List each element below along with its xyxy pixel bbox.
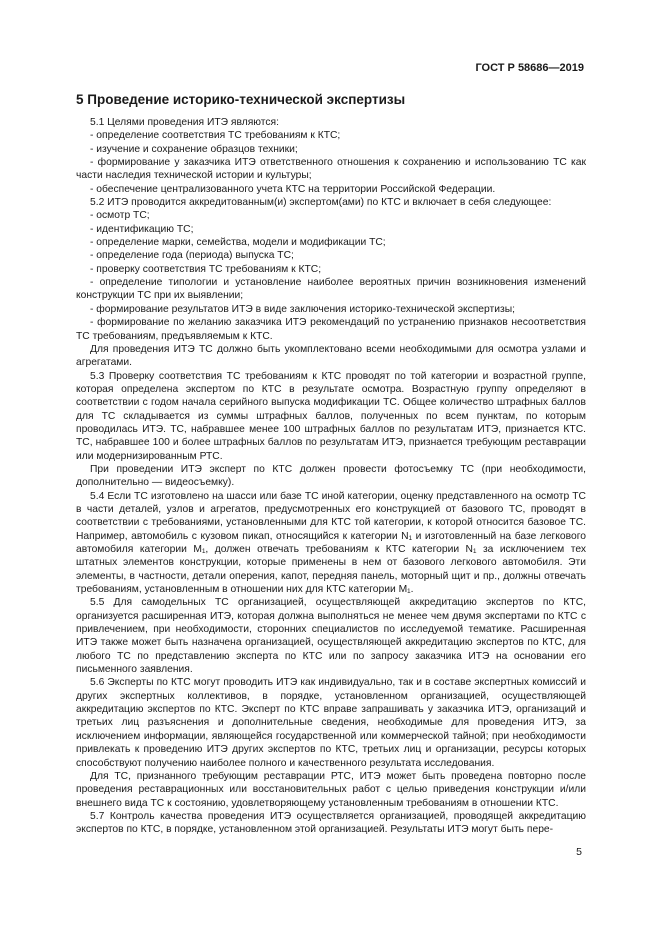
list-item: - определение марки, семейства, модели и модификации ТС;: [90, 237, 386, 249]
paragraph-5-4: 5.4 Если ТС изготовлено на шасси или базе ТС иной категории, оценку представленного на осмотр ТС в части деталей, узлов и агрегатов, предусмотренных его конструкцией от базового ТС, проводят в соответствии с требованиями, установленными для КТС той категории, к которой относится базовое ТС. Например, автомобиль с кузовом пикап, относящийся к категории N₁ и изготовленный на базе легкового автомобиля категории M₁, должен отвечать требованиям к КТС категории N₁ за исключением тех штатных элементов конструкции, которые применены в нем от базового легкового автомобиля. Эти элементы, в частности, детали оперения, капот, передняя панель, моторный щит и пр., должны отвечать требованиям, установленным в отношении них для КТС категории M₁.: [76, 490, 586, 596]
list-item: - идентификацию ТС;: [90, 223, 194, 235]
paragraph: Для ТС, признанного требующим реставрации РТС, ИТЭ может быть проведена повторно после проведения реставрационных или восстановительных работ с целью приведения конструкции и/или внешнего вида ТС к состоянию, удовлетворяющему установленным требованиям в отношении КТС.: [76, 770, 586, 809]
paragraph-5-3: 5.3 Проверку соответствия ТС требованиям к КТС проводят по той категории и возрастной группе, которая определена экспертом по КТС в результате осмотра. Возрастную группу определяют в соответствии с годом начала серийного выпуска модификации ТС. Общее количество штрафных баллов для ТС складывается из суммы штрафных баллов, полученных по всем пунктам, по которым проводилась ИТЭ. ТС, набравшее менее 100 штрафных баллов по результатам ИТЭ, признается КТС. ТС, набравшее 100 и более штрафных баллов по результатам ИТЭ, признается требующим реставрации или модернизированным РТС.: [76, 370, 586, 462]
list-item: - обеспечение централизованного учета КТС на территории Российской Федерации.: [90, 183, 496, 195]
paragraph-5-7: 5.7 Контроль качества проведения ИТЭ осуществляется организацией, проводящей аккредитацию экспертов по КТС, в порядке, установленном этой организацией. Результаты ИТЭ могут быть пере-: [76, 810, 586, 836]
list-item: - определение соответствия ТС требованиям к КТС;: [90, 130, 341, 142]
paragraph-5-6: 5.6 Эксперты по КТС могут проводить ИТЭ как индивидуально, так и в составе экспертных комиссий и других экспертных коллективов, в порядке, установленном организацией, осуществляющей аккредитацию экспертов по КТС. Эксперт по КТС вправе запрашивать у заказчика ИТЭ, организаций и третьих лиц разъяснения и дополнительные сведения, необходимые для проведения ИТЭ, за исключением информации, являющейся государственной или коммерческой тайной; при необходимости привлекать к проведению ИТЭ других экспертов по КТС, третьих лиц и организации, ресурсы которых способствуют получению наиболее полного и качественного результата исследования.: [76, 677, 586, 769]
list-item: - формирование у заказчика ИТЭ ответственного отношения к сохранению и использованию ТС как части наследия технической истории и культуры;: [76, 157, 586, 182]
paragraph: Для проведения ИТЭ ТС должно быть укомплектовано всеми необходимыми для осмотра узлами и агрегатами.: [76, 343, 586, 369]
paragraph-5-2: 5.2 ИТЭ проводится аккредитованным(и) экспертом(ами) по КТС и включает в себя следующее:: [90, 197, 552, 209]
section-body: [76, 116, 586, 837]
paragraph-5-1: 5.1 Целями проведения ИТЭ являются:: [90, 117, 279, 128]
list-item: - осмотр ТС;: [90, 210, 150, 222]
paragraph-5-5: 5.5 Для самодельных ТС организацией, осуществляющей аккредитацию экспертов по КТС, организуется расширенная ИТЭ, которая должна выполняться не менее чем двумя экспертами по КТС с привлечением, при необходимости, сторонних специалистов по исследуемой тематике. Расширенная ИТЭ также может быть назначена организацией, осуществляющей аккредитацию экспертов по КТС, для любого ТС по представлению эксперта по КТС или по запросу заказчика ИТЭ на основании его письменного заявления.: [76, 597, 586, 676]
standard-number: ГОСТ Р 58686—2019: [475, 62, 584, 74]
list-item: - проверку соответствия ТС требованиям к КТС;: [90, 263, 322, 275]
list-item: - изучение и сохранение образцов техники;: [90, 143, 298, 155]
list-item: - определение года (периода) выпуска ТС;: [90, 250, 294, 262]
list-item: - определение типологии и установление наиболее вероятных причин возникновения изменений конструкции ТС при их выявлении;: [76, 277, 586, 302]
list-item: - формирование по желанию заказчика ИТЭ рекомендаций по устранению признаков несоответствия ТС требованиям, предъявляемым к КТС.: [76, 317, 586, 342]
page-number: 5: [576, 846, 582, 858]
section-title: 5 Проведение историко-технической экспертизы: [76, 92, 406, 107]
paragraph: При проведении ИТЭ эксперт по КТС должен провести фотосъемку ТС (при необходимости, дополнительно — видеосъемку).: [76, 463, 586, 489]
list-item: - формирование результатов ИТЭ в виде заключения историко-технической экспертизы;: [90, 303, 515, 315]
